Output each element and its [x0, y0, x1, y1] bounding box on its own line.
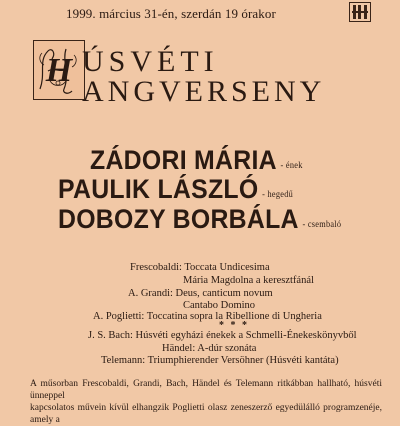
section-separator: * * * [219, 320, 249, 331]
performer-name: DOBOZY BORBÁLA [58, 204, 299, 234]
title-line-2: ANGVERSENY [82, 75, 326, 108]
performer-role: - ének [280, 160, 303, 170]
program-item: Telemann: Triumphierender Versöhner (Húsvéti kantáta) [101, 355, 339, 366]
building-logo-icon [349, 2, 371, 22]
description-line: A műsorban Frescobaldi, Grandi, Bach, Händel és Telemann ritkábban hallható, húsvéti ünneppel [30, 379, 382, 401]
program-item: Frescobaldi: Toccata Undicesima [130, 262, 270, 273]
performer-3 [58, 204, 341, 235]
performer-name: PAULIK LÁSZLÓ [58, 174, 259, 204]
program-item: A. Grandi: Deus, canticum novum [128, 288, 273, 299]
program-item: J. S. Bach: Húsvéti egyházi énekek a Schmelli-Énekeskönyvből [88, 330, 357, 341]
initial-letter: H [45, 52, 73, 89]
performer-name: ZÁDORI MÁRIA [90, 145, 277, 175]
program-description [30, 378, 382, 426]
performer-1 [90, 145, 303, 176]
ornamental-letter-icon [36, 43, 82, 97]
event-date-time: 1999. március 31-én, szerdán 19 órakor [66, 6, 276, 21]
logo-column [358, 5, 361, 19]
program-item: Cantabo Domino [183, 300, 256, 311]
logo-column [353, 5, 356, 19]
program-item: Mária Magdolna a keresztfánál [183, 275, 314, 286]
description-line: kapcsolatos művein kívül elhangzik Poglietti olasz zeneszerző egyedülálló programzenéje, amely a [30, 403, 382, 425]
program-item: A. Poglietti: Toccatina sopra la Ribellione di Ungheria [93, 311, 322, 322]
logo-column [364, 5, 367, 19]
title-line-1: ÚSVÉTI [82, 45, 219, 78]
program-item: Händel: A-dúr szonáta [162, 343, 257, 354]
performer-2 [58, 174, 293, 205]
performer-role: - csembaló [302, 219, 342, 229]
performer-role: - hegedű [262, 189, 294, 199]
decorative-initial [33, 40, 85, 100]
